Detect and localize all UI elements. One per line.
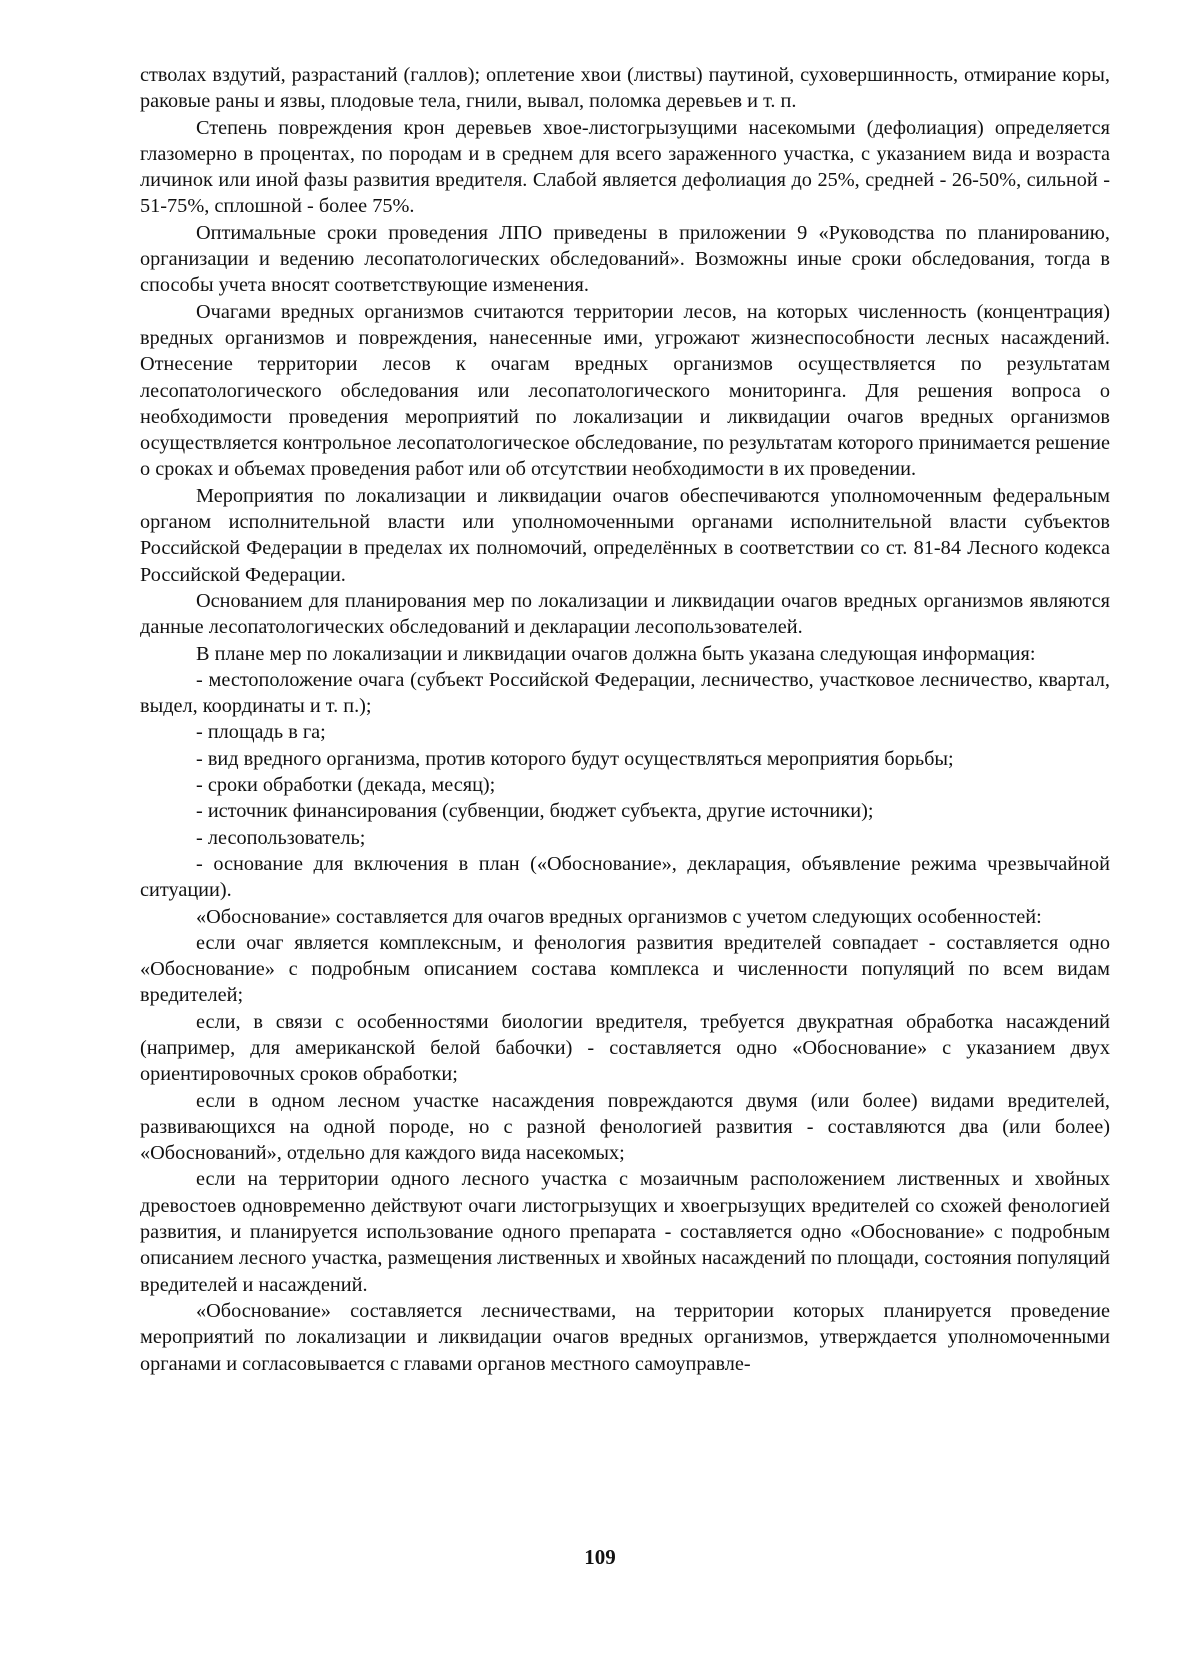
list-item: - источник финансирования (субвенции, бюджет субъекта, другие источники);	[196, 800, 874, 823]
list-item: - местоположение очага (субъект Российской Федерации, лесничество, участковое лесничество, квартал, выдел, координаты и т. п.);	[140, 668, 1110, 718]
body-text	[140, 62, 1110, 1377]
condition-item: если очаг является комплексным, и фенология развития вредителей совпадает - составляется одно «Обоснование» с подробным описанием состава комплекса и численности популяций по всем видам вредителей;	[140, 931, 1110, 1007]
condition-item: если, в связи с особенностями биологии вредителя, требуется двукратная обработка насаждений (например, для американской белой бабочки) - составляется одно «Обоснование» с указанием двух ориентировочных сроков обработки;	[140, 1010, 1110, 1086]
paragraph-foci-definition: Очагами вредных организмов считаются территории лесов, на которых численность (концентрация) вредных организмов и повреждения, нанесенные ими, угрожают жизнеспособности лесных насаждений. Отнесение территории лесов к очагам вредных организмов осуществляется по результатам лесопатологического обследования или лесопатологического мониторинга. Для решения вопроса о необходимости проведения мероприятий по локализации и ликвидации очагов вредных организмов осуществляется контрольное лесопатологическое обследование, по результатам которого принимается решение о сроках и объемах проведения работ или об отсутствии необходимости в их проведении.	[140, 300, 1110, 481]
paragraph-continuation: стволах вздутий, разрастаний (галлов); оплетение хвои (листвы) паутиной, суховершинность, отмирание коры, раковые раны и язвы, плодовые тела, гнили, вывал, поломка деревьев и т. п.	[140, 64, 1110, 113]
list-item: - основание для включения в план («Обоснование», декларация, объявление режима чрезвычайной ситуации).	[140, 852, 1110, 902]
paragraph-measures-provision: Мероприятия по локализации и ликвидации очагов обеспечиваются уполномоченным федеральным органом исполнительной власти или уполномоченными органами исполнительной власти субъектов Российской Федерации в пределах их полномочий, определённых в соответствии со ст. 81-84 Лесного кодекса Российской Федерации.	[140, 484, 1110, 586]
paragraph-justification-intro: «Обоснование» составляется для очагов вредных организмов с учетом следующих особенностей:	[196, 905, 1042, 928]
paragraph-justification-approval: «Обоснование» составляется лесничествами, на территории которых планируется проведение мероприятий по локализации и ликвидации очагов вредных организмов, утверждается уполномоченными органами и согласовывается с главами органов местного самоуправле-	[140, 1299, 1110, 1375]
condition-item: если на территории одного лесного участка с мозаичным расположением лиственных и хвойных древостоев одновременно действуют очаги листогрызущих и хвоегрызущих вредителей со схожей фенологией развития, и планируется использование одного препарата - составляется одно «Обоснование» с подробным описанием лесного участка, размещения лиственных и хвойных насаждений по площади, состояния популяций вредителей и насаждений.	[140, 1168, 1110, 1296]
list-item: - лесопользователь;	[196, 826, 366, 849]
paragraph-defoliation: Степень повреждения крон деревьев хвое-листогрызущими насекомыми (дефолиация) определяется глазомерно в процентах, по породам и в среднем для всего зараженного участка, с указанием вида и возраста личинок или иной фазы развития вредителя. Слабой является дефолиация до 25%, средней - 26-50%, сильной - 51-75%, сплошной - более 75%.	[140, 116, 1110, 218]
page-number: 109	[584, 1545, 616, 1569]
condition-item: если в одном лесном участке насаждения повреждаются двумя (или более) видами вредителей, развивающихся на одной породе, но с разной фенологией развития - составляются два (или более) «Обоснований», отдельно для каждого вида насекомых;	[140, 1089, 1110, 1165]
list-item: - вид вредного организма, против которого будут осуществляться мероприятия борьбы;	[196, 747, 954, 770]
paragraph-survey-dates: Оптимальные сроки проведения ЛПО приведены в приложении 9 «Руководства по планированию, организации и ведению лесопатологических обследований». Возможны иные сроки обследования, тогда в способы учета вносят соответствующие изменения.	[140, 221, 1110, 297]
list-item: - сроки обработки (декада, месяц);	[196, 774, 496, 797]
paragraph-plan-info: В плане мер по локализации и ликвидации очагов должна быть указана следующая информация:	[196, 642, 1036, 665]
list-item: - площадь в га;	[196, 721, 326, 744]
paragraph-planning-basis: Основанием для планирования мер по локализации и ликвидации очагов вредных организмов являются данные лесопатологических обследований и декларации лесопользователей.	[140, 589, 1110, 639]
